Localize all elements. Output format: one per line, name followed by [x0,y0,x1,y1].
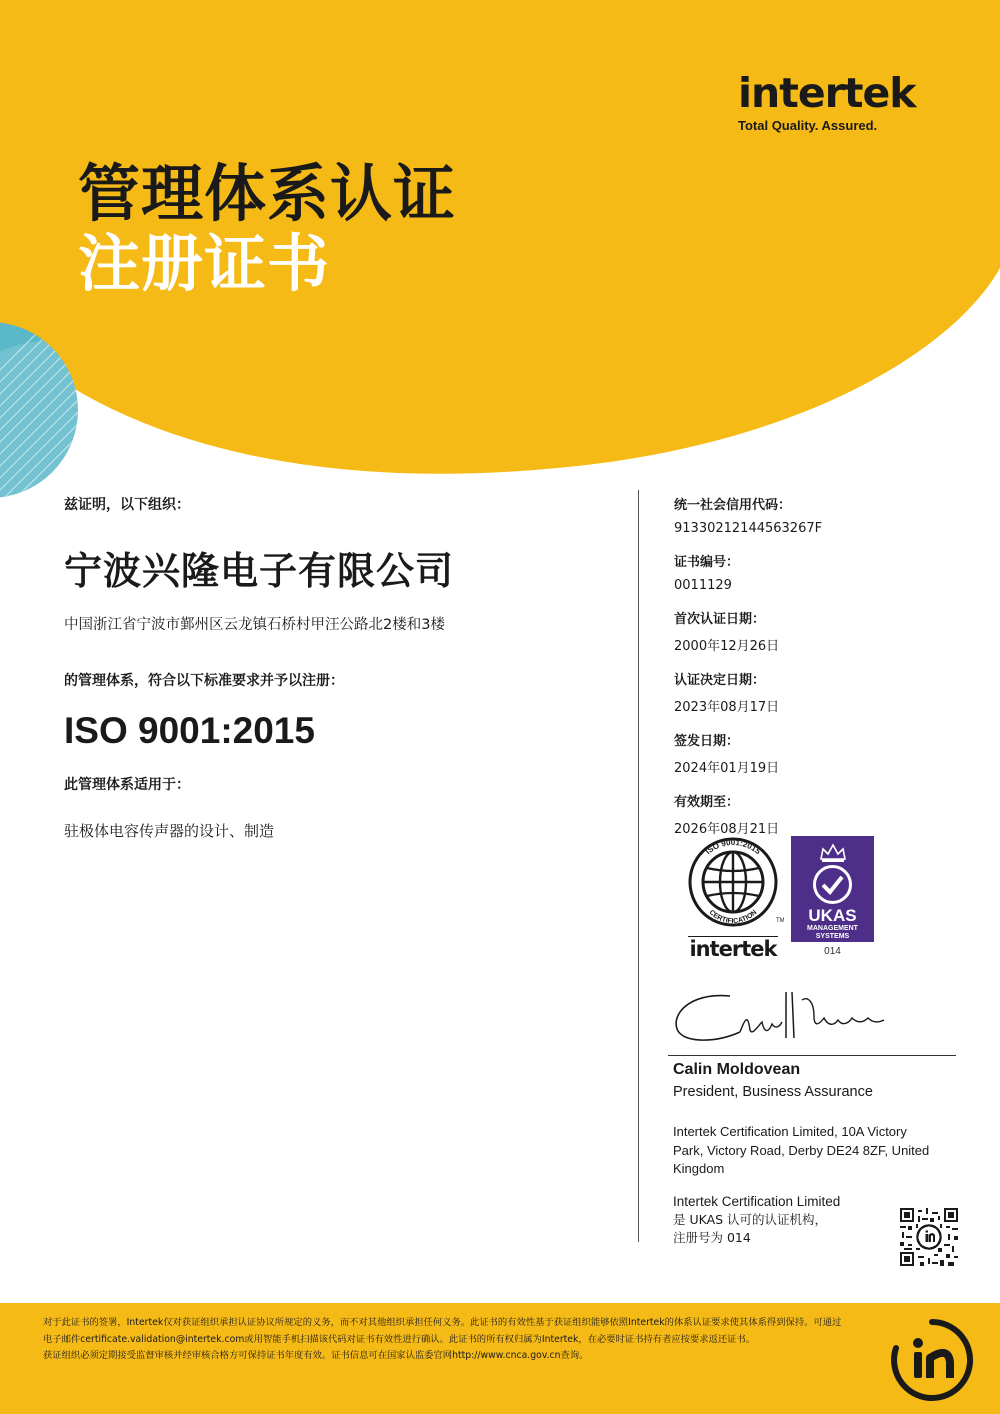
footer-text [43,1315,843,1365]
detail-value: 2023年08月17日 [674,700,780,715]
signatory-name: Calin Moldovean [673,1061,801,1078]
detail-value: 2000年12月26日 [674,639,780,654]
cert-mark-wordmark: intertek [689,937,777,961]
scope-text: 驻极体电容传声器的设计、制造 [64,822,275,840]
detail-label: 统一社会信用代码： [674,498,792,513]
ukas-number: 014 [824,946,841,957]
conformity-label: 的管理体系，符合以下标准要求并予以注册： [64,673,344,689]
signature [668,986,958,1056]
detail-value: 0011129 [674,578,732,593]
accreditation-line-2: 是 UKAS 认可的认证机构， [673,1212,828,1227]
scope-label: 此管理体系适用于： [64,777,190,793]
certificate-details [674,494,964,852]
ukas-mark [791,836,874,942]
intertek-in-icon [890,1318,974,1402]
accreditation-line-3: 注册号为 014 [673,1230,751,1245]
detail-label: 签发日期： [674,734,740,749]
intro-label: 兹证明，以下组织： [64,497,190,513]
crown-icon [818,841,848,863]
issuer-address: Intertek Certification Limited, 10A Victory Park, Victory Road, Derby DE24 8ZF, United Kingdom [673,1124,930,1176]
organization-name: 宁波兴隆电子有限公司 [64,549,455,593]
brand-tagline: Total Quality. Assured. [738,118,878,133]
intertek-logo [738,70,916,133]
certification-body [64,494,624,841]
signatory-role: President, Business Assurance [673,1084,873,1100]
cert-ring-bottom: CERTIFICATION [707,909,759,926]
detail-value: 91330212144563267F [674,521,823,536]
organization-address: 中国浙江省宁波市鄞州区云龙镇石桥村甲汪公路北2楼和3楼 [64,617,445,633]
vertical-divider [638,490,639,1242]
detail-label: 证书编号： [674,555,740,570]
checkmark-icon [812,864,853,905]
detail-label: 认证决定日期： [674,673,766,688]
ukas-title: UKAS [808,906,857,925]
accreditation-statement [673,1193,873,1247]
signature-line [668,1055,956,1056]
standard-name: ISO 9001:2015 [64,710,315,751]
qr-code-icon[interactable] [900,1208,958,1266]
ukas-line-2: SYSTEMS [815,933,850,940]
footer-paragraph-2: 获证组织必须定期接受监督审核并经审核合格方可保持证书年度有效。证书信息可在国家认监委官网http://www.cnca.gov.cn查询。 [43,1350,589,1361]
detail-value: 2024年01月19日 [674,761,780,776]
title-line-2: 注册证书 [78,227,331,300]
brand-name: intertek [738,69,916,117]
globe-icon [682,836,784,932]
footer-paragraph-1: 对于此证书的签署，Intertek仅对获证组织承担认证协议所规定的义务，而不对其他组织承担任何义务。此证书的有效性基于获证组织能够依照Intertek的体系认证要求使其体系得到保持。可通过电子邮件certificate.validation@intertek.com或用智能手机扫描该代码对证书有效性进行确认。此证书的所有权归属为Intertek，在必要时证书持有者应按要求返还证书。 [43,1317,842,1345]
trademark-symbol: TM [776,918,784,924]
intertek-certification-mark [682,836,784,961]
ukas-line-1: MANAGEMENT [807,925,858,932]
footer-band [0,1303,1000,1414]
detail-label: 有效期至： [674,795,740,810]
accreditation-line-1: Intertek Certification Limited [673,1194,841,1209]
detail-value: 2026年08月21日 [674,822,780,837]
cert-ring-top: ISO 9001:2015 [703,837,763,857]
detail-label: 首次认证日期： [674,612,766,627]
title-line-1: 管理体系认证 [78,157,457,230]
